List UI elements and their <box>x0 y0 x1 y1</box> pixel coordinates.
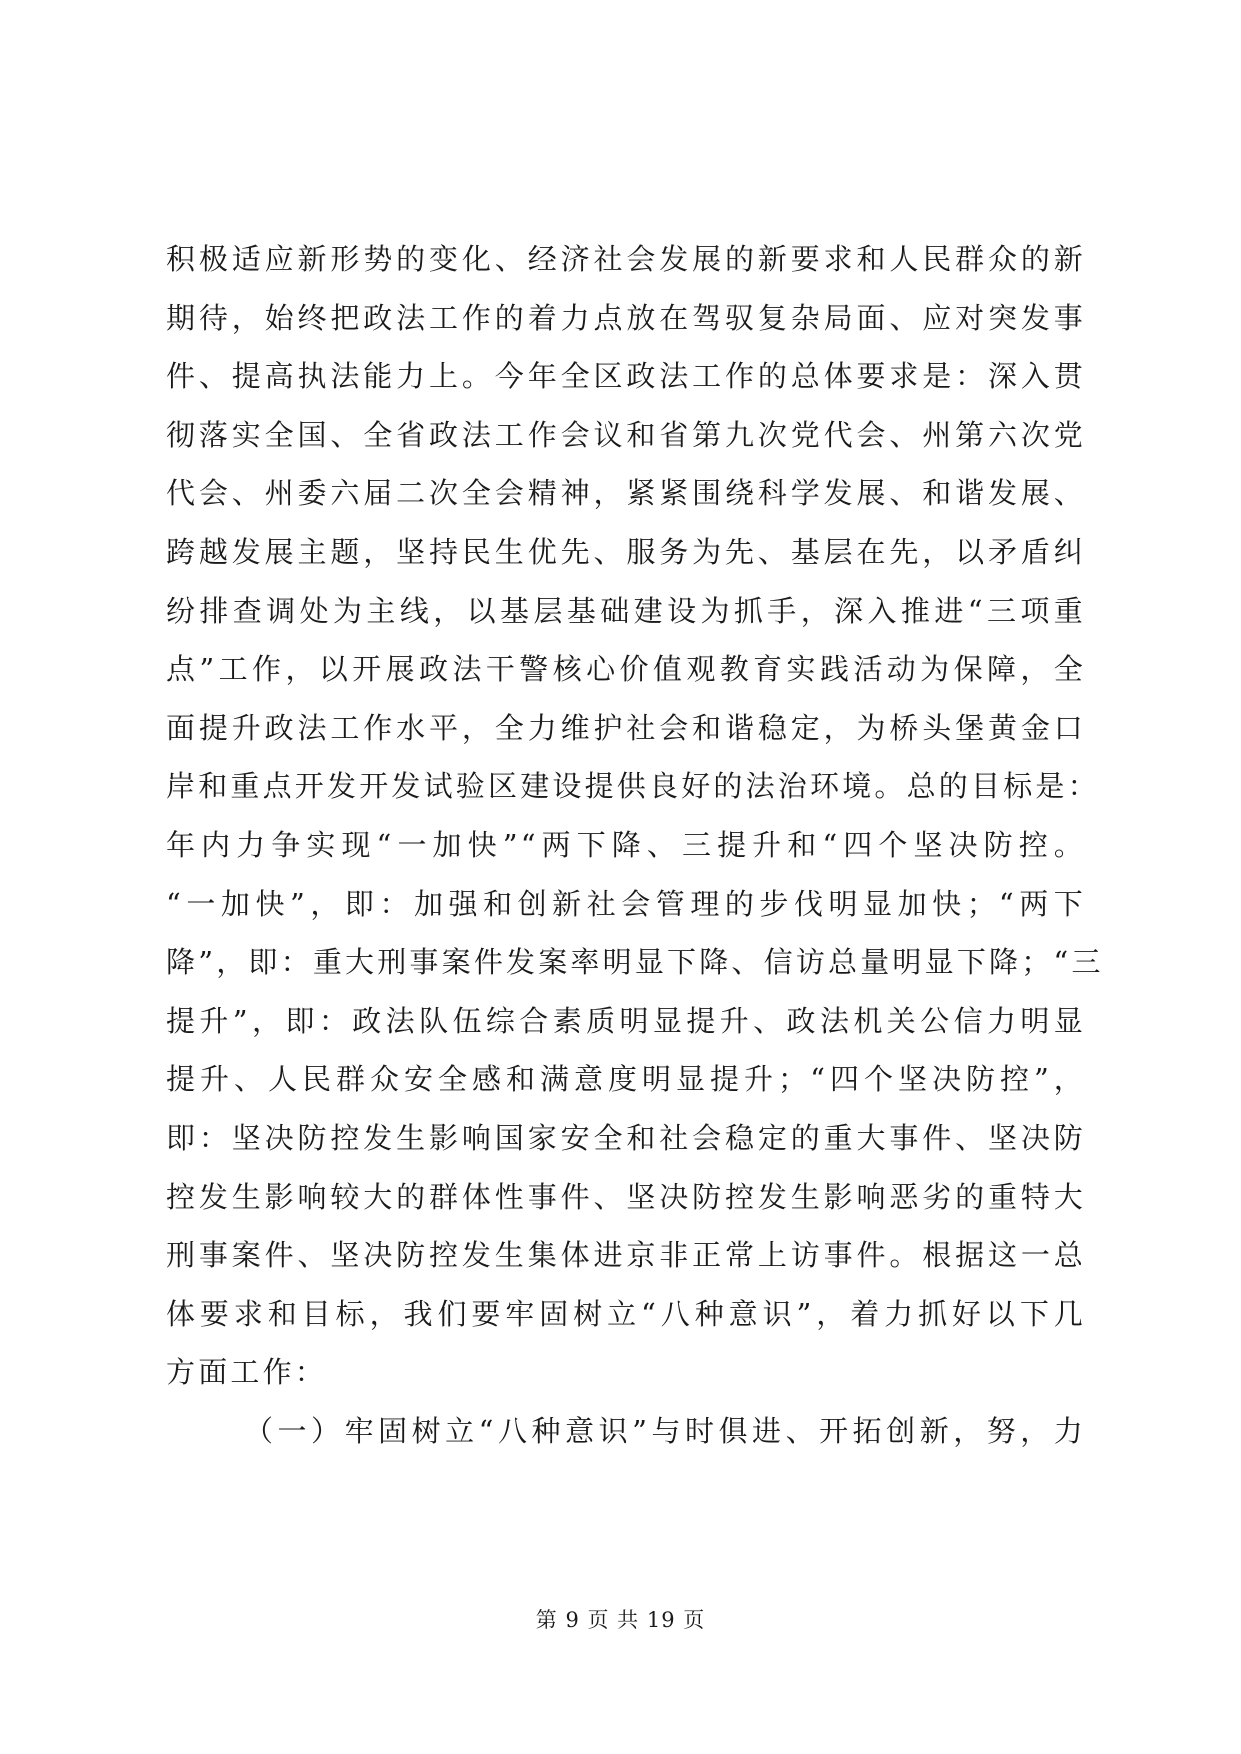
text-line: 提升”，即：政法队伍综合素质明显提升、政法机关公信力明显 <box>166 1003 1086 1038</box>
text-line: 提升、人民群众安全感和满意度明显提升；“四个坚决防控”， <box>166 1062 1086 1097</box>
body-text <box>166 230 1104 1460</box>
text-line: 点”工作，以开展政法干警核心价值观教育实践活动为保障，全 <box>166 652 1086 687</box>
text-line: 岸和重点开发开发试验区建设提供良好的法治环境。总的目标是： <box>166 769 1100 804</box>
text-line: “一加快”，即：加强和创新社会管理的步伐明显加快；“两下 <box>166 886 1086 921</box>
text-line: 降”，即：重大刑事案件发案率明显下降、信访总量明显下降；“三 <box>166 945 1104 980</box>
text-line: 代会、州委六届二次全会精神，紧紧围绕科学发展、和谐发展、 <box>166 476 1086 511</box>
section-heading-line: （一）牢固树立“八种意识”与时俱进、开拓创新，努，力 <box>244 1413 1086 1448</box>
text-line: 纷排查调处为主线，以基层基础建设为抓手，深入推进“三项重 <box>166 593 1086 628</box>
text-line: 面提升政法工作水平，全力维护社会和谐稳定，为桥头堡黄金口 <box>166 710 1086 745</box>
text-line: 跨越发展主题，坚持民生优先、服务为先、基层在先，以矛盾纠 <box>166 534 1086 569</box>
text-line: 彻落实全国、全省政法工作会议和省第九次党代会、州第六次党 <box>166 417 1086 452</box>
text-line: 方面工作： <box>166 1355 328 1390</box>
text-line: 年内力争实现“一加快”“两下降、三提升和“四个坚决防控。 <box>166 827 1086 862</box>
text-line: 积极适应新形势的变化、经济社会发展的新要求和人民群众的新 <box>166 242 1086 276</box>
text-line: 控发生影响较大的群体性事件、坚决防控发生影响恶劣的重特大 <box>166 1179 1086 1214</box>
text-line: 件、提高执法能力上。今年全区政法工作的总体要求是：深入贯 <box>166 359 1086 394</box>
text-line: 刑事案件、坚决防控发生集体进京非正常上访事件。根据这一总 <box>166 1238 1086 1273</box>
page-footer <box>0 1604 1241 1634</box>
text-line: 体要求和目标，我们要牢固树立“八种意识”，着力抓好以下几 <box>166 1296 1086 1331</box>
text-line: 即：坚决防控发生影响国家安全和社会稳定的重大事件、坚决防 <box>166 1120 1086 1155</box>
text-line: 期待，始终把政法工作的着力点放在驾驭复杂局面、应对突发事 <box>166 300 1086 335</box>
page-number-label: 第 9 页 共 19 页 <box>535 1608 706 1632</box>
